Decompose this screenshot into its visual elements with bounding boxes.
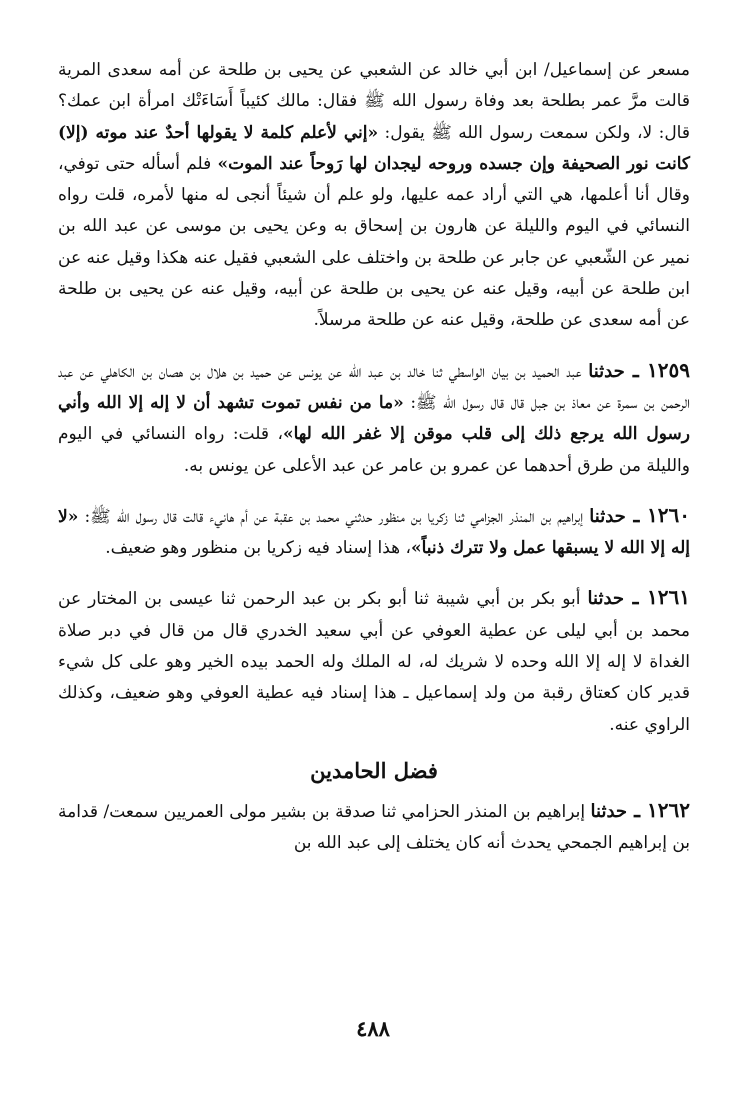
paragraph-text	[58, 795, 690, 860]
keyword-haddathana: حدثنا	[590, 800, 628, 822]
keyword-haddathana: حدثنا	[588, 360, 625, 382]
keyword-haddathana: حدثنا	[589, 505, 626, 527]
hadith-quote: «لا إله إلا الله لا يسبقها عمل ولا تترك ذنباً»	[58, 506, 690, 559]
hadith-quote: «ما من نفس تموت تشهد أن لا إله إلا الله وأني رسول الله يرجع ذلك إلى قلب موقن إلا غفر الله لها»	[58, 392, 690, 445]
text-run: عبد الحميد بن بيان الواسطي ثنا خالد بن عبد الله عن يونس عن حميد بن هلال بن هصان بن الكاهلي عن عبد الرحمن بن سمرة عن معاذ بن جبل قال قال رسول الله ﷺ:	[58, 361, 690, 413]
text-paragraphs	[58, 55, 690, 741]
text-run: ، قلت: رواه النسائي في اليوم والليلة من طرق أحدهما عن عمرو بن عامر عن عبد الأعلى عن يونس به.	[58, 424, 690, 476]
paragraph-1	[58, 55, 690, 337]
text-run: فلم أسأله حتى توفي، وقال أنا أعلمها، هي التي أراد عمه عليها، ولو علم أن شيئاً أنجى له منها لأمره، قلت رواه النسائي في اليوم والليلة عن هارون بن إسحاق به وعن يحيى بن موسى عن عبد الله بن نمير عن الشّعبي عن جابر عن طلحة بن واختلف على الشعبي فقيل عنه هكذا وقيل عنه عن ابن طلحة عن أبيه، وقيل عنه عن يحيى بن طلحة عن أبيه، وقيل عنه عن يحيى بن طلحة عن أمه سعدى عن طلحة، وقيل عنه عن طلحة مرسلاً.	[58, 153, 690, 331]
text-run: مسعر عن إسماعيل/ ابن أبي خالد عن الشعبي عن يحيى بن طلحة عن أمه سعدى المرية قالت مرَّ عمر بطلحة بعد وفاة رسول الله ﷺ فقال: مالك كئيباً أَسَاءَتْك امرأة ابن عمك؟ قال: لا، ولكن سمعت رسول الله ﷺ يقول:	[58, 60, 690, 143]
hadith-number: ١٢٦١ ـ	[624, 585, 690, 610]
paragraph-3	[58, 491, 690, 565]
hadith-quote: «إني لأعلم كلمة لا يقولها أحدٌ عند موته (إلا) كانت نور الصحيفة وإن جسده وروحه ليجدان لها رَوحاً عند الموت»	[58, 122, 691, 174]
text-run: إبراهيم بن المنذر الحزامي ثنا صدقة بن بشير مولى العمريين سمعت/ قدامة بن إبراهيم الجمحي يحدث أنه كان يختلف إلى عبد الله بن	[58, 801, 690, 854]
hadith-number: ١٢٦٠ ـ	[625, 502, 690, 527]
section-heading: فضل الحامدين	[310, 757, 438, 783]
text-run: أبو بكر بن أبي شيبة ثنا أبو بكر بن عبد الرحمن ثنا عيسى بن المختار عن محمد بن أبي ليلى عن عطية العوفي عن أبي سعيد الخدري قال من قال في دبر صلاة الغداة لا إله إلا الله وحده لا شريك له، له الملك وله الحمد بيده الخير وهو على كل شيء قدير كان كعتاق رقبة من ولد إسماعيل ـ هذا إسناد فيه عطية العوفي وهو ضعيف، وكذلك الراوي عنه.	[58, 589, 690, 735]
hadith-number: ١٢٥٩ ـ	[624, 357, 690, 382]
page-number: ٤٨٨	[356, 1016, 390, 1041]
text-run: ، هذا إسناد فيه زكريا بن منظور وهو ضعيف.	[105, 538, 411, 559]
paragraph-hadith-1262	[58, 795, 690, 860]
paragraph-2	[58, 346, 690, 482]
hadith-number: ١٢٦٢ ـ	[627, 797, 690, 822]
text-run: إبراهيم بن المنذر الجزامي ثنا زكريا بن منظور حدثني محمد بن عقبة عن أم هانيء قالت قال رسول الله ﷺ:	[78, 506, 590, 527]
page-body	[58, 55, 690, 869]
paragraph-4	[58, 573, 690, 740]
keyword-haddathana: حدثنا	[587, 588, 625, 610]
